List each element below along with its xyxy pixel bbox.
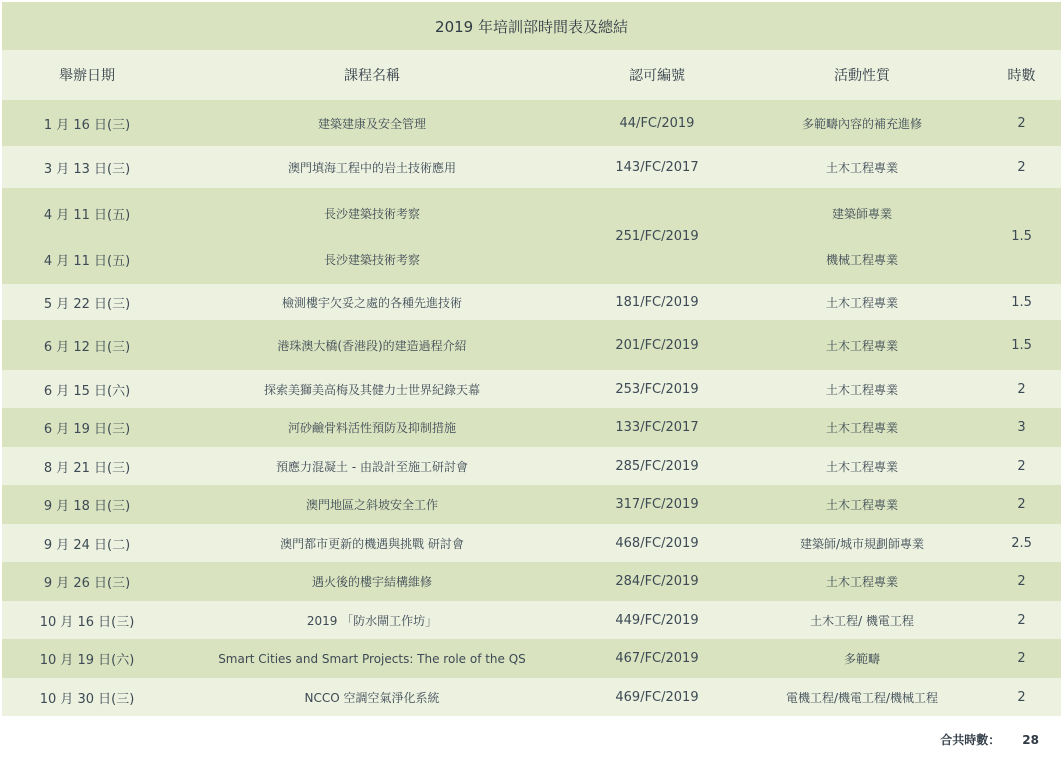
row-course-name: 澳門都市更新的機遇與挑戰 研討會 xyxy=(172,524,572,562)
row-date: 8 月 21 日(三) xyxy=(2,447,172,485)
table-row xyxy=(2,284,1061,320)
table-title: 2019 年培訓部時間表及總結 xyxy=(2,2,1061,50)
row-course-name: 河砂鹼骨料活性預防及抑制措施 xyxy=(172,408,572,447)
table-row xyxy=(2,639,1061,678)
table-row xyxy=(2,678,1061,716)
row-hours: 2 xyxy=(982,639,1061,678)
row-activity-type: 建築師專業 xyxy=(831,206,892,221)
row-approval-code: 284/FC/2019 xyxy=(572,562,742,601)
row-course-name: 長沙建築技術考察 xyxy=(323,206,420,221)
row-hours: 2 xyxy=(982,601,1061,639)
row-approval-code: 201/FC/2019 xyxy=(572,320,742,370)
table-header-row xyxy=(2,50,1061,100)
header-date: 舉辦日期 xyxy=(2,50,172,100)
row-date: 10 月 30 日(三) xyxy=(2,678,172,716)
row-course-name: 澳門地區之斜坡安全工作 xyxy=(172,485,572,524)
row-activity-type: 土木工程/ 機電工程 xyxy=(742,601,982,639)
row-activity-type-cell xyxy=(742,188,982,284)
schedule-page xyxy=(2,2,1061,747)
row-date: 6 月 19 日(三) xyxy=(2,408,172,447)
table-row xyxy=(2,370,1061,408)
row-course-name: 澳門填海工程中的岩土技術應用 xyxy=(172,146,572,188)
row-course-name: 建築建康及安全管理 xyxy=(172,100,572,146)
table-row xyxy=(2,100,1061,146)
row-course-name-second: 長沙建築技術考察 xyxy=(323,252,420,267)
row-approval-code: 468/FC/2019 xyxy=(572,524,742,562)
row-activity-type: 土木工程專業 xyxy=(742,320,982,370)
row-activity-type: 電機工程/機電工程/機械工程 xyxy=(742,678,982,716)
table-row xyxy=(2,485,1061,524)
row-date: 3 月 13 日(三) xyxy=(2,146,172,188)
row-hours: 1.5 xyxy=(982,320,1061,370)
header-hours: 時數 xyxy=(982,50,1061,100)
row-approval-code: 285/FC/2019 xyxy=(572,447,742,485)
header-course-name: 課程名稱 xyxy=(172,50,572,100)
row-date: 6 月 15 日(六) xyxy=(2,370,172,408)
row-approval-code: 143/FC/2017 xyxy=(572,146,742,188)
row-approval-code: 317/FC/2019 xyxy=(572,485,742,524)
row-course-name: NCCO 空調空氣淨化系統 xyxy=(172,678,572,716)
row-course-name: 遇火後的樓宇結構維修 xyxy=(172,562,572,601)
row-date: 1 月 16 日(三) xyxy=(2,100,172,146)
row-hours: 2 xyxy=(982,485,1061,524)
row-hours: 3 xyxy=(982,408,1061,447)
row-date: 9 月 24 日(二) xyxy=(2,524,172,562)
row-hours: 2 xyxy=(982,678,1061,716)
row-activity-type: 土木工程專業 xyxy=(742,485,982,524)
header-activity-type: 活動性質 xyxy=(742,50,982,100)
row-date-second: 4 月 11 日(五) xyxy=(43,253,131,269)
header-approval-code: 認可編號 xyxy=(572,50,742,100)
row-course-name: 探索美獅美高梅及其健力士世界紀錄天幕 xyxy=(172,370,572,408)
row-course-name: 港珠澳大橋(香港段)的建造過程介紹 xyxy=(172,320,572,370)
row-hours: 2 xyxy=(982,562,1061,601)
row-hours: 1.5 xyxy=(982,188,1061,284)
row-activity-type-second: 機械工程專業 xyxy=(825,252,898,267)
row-activity-type: 土木工程專業 xyxy=(742,370,982,408)
table-title-row xyxy=(2,2,1061,50)
row-activity-type: 土木工程專業 xyxy=(742,562,982,601)
row-date: 9 月 26 日(三) xyxy=(2,562,172,601)
total-hours-value: 28 xyxy=(1022,733,1039,747)
row-hours: 2 xyxy=(982,370,1061,408)
row-activity-type: 多範疇內容的補充進修 xyxy=(742,100,982,146)
row-course-name: 預應力混凝土 - 由設計至施工研討會 xyxy=(172,447,572,485)
row-approval-code: 44/FC/2019 xyxy=(572,100,742,146)
row-hours: 2 xyxy=(982,146,1061,188)
schedule-table xyxy=(2,2,1061,716)
row-activity-type: 土木工程專業 xyxy=(742,284,982,320)
row-approval-code: 181/FC/2019 xyxy=(572,284,742,320)
row-date: 4 月 11 日(五) xyxy=(43,207,131,223)
row-course-name: 檢測樓宇欠妥之處的各種先進技術 xyxy=(172,284,572,320)
row-date: 10 月 16 日(三) xyxy=(2,601,172,639)
table-row xyxy=(2,524,1061,562)
row-course-name-cell xyxy=(172,188,572,284)
table-row xyxy=(2,562,1061,601)
row-date: 6 月 12 日(三) xyxy=(2,320,172,370)
row-approval-code: 133/FC/2017 xyxy=(572,408,742,447)
table-row xyxy=(2,320,1061,370)
row-activity-type: 土木工程專業 xyxy=(742,408,982,447)
table-row xyxy=(2,146,1061,188)
row-date: 9 月 18 日(三) xyxy=(2,485,172,524)
row-course-name: Smart Cities and Smart Projects: The role of the QS xyxy=(172,639,572,678)
table-row xyxy=(2,447,1061,485)
row-activity-type: 土木工程專業 xyxy=(742,447,982,485)
table-row xyxy=(2,408,1061,447)
row-hours: 2.5 xyxy=(982,524,1061,562)
row-approval-code: 251/FC/2019 xyxy=(572,188,742,284)
table-row xyxy=(2,188,1061,284)
row-date-cell xyxy=(2,188,172,284)
row-hours: 2 xyxy=(982,447,1061,485)
row-activity-type: 建築師/城市規劃師專業 xyxy=(742,524,982,562)
row-course-name: 2019 「防水閘工作坊」 xyxy=(172,601,572,639)
row-date: 10 月 19 日(六) xyxy=(2,639,172,678)
row-activity-type: 土木工程專業 xyxy=(742,146,982,188)
row-date: 5 月 22 日(三) xyxy=(2,284,172,320)
row-approval-code: 253/FC/2019 xyxy=(572,370,742,408)
total-hours xyxy=(940,731,1039,748)
total-hours-label: 合共時數： xyxy=(940,733,1001,747)
row-activity-type: 多範疇 xyxy=(742,639,982,678)
row-approval-code: 469/FC/2019 xyxy=(572,678,742,716)
table-row xyxy=(2,601,1061,639)
row-approval-code: 467/FC/2019 xyxy=(572,639,742,678)
row-approval-code: 449/FC/2019 xyxy=(572,601,742,639)
row-hours: 1.5 xyxy=(982,284,1061,320)
row-hours: 2 xyxy=(982,100,1061,146)
